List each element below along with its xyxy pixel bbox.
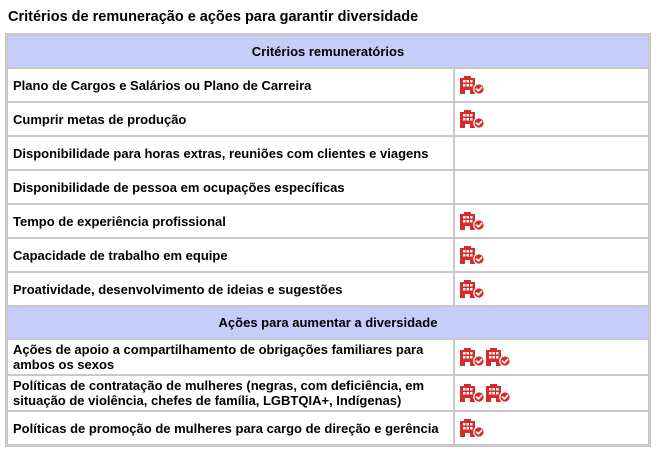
- criteria-table: [5, 33, 651, 447]
- criterion-icons: [454, 339, 649, 375]
- criterion-label: Cumprir metas de produção: [7, 102, 454, 136]
- company-check-icon: [459, 109, 485, 129]
- company-check-icon: [485, 347, 511, 367]
- criterion-icons: [454, 136, 649, 170]
- table-row: [7, 411, 649, 445]
- company-check-icon: [459, 279, 485, 299]
- table-row: [7, 68, 649, 102]
- section-heading: Ações para aumentar a diversidade: [7, 306, 649, 339]
- company-check-icon: [459, 75, 485, 95]
- company-check-icon: [459, 418, 485, 438]
- criterion-icons: [454, 204, 649, 238]
- company-check-icon: [459, 347, 485, 367]
- criterion-icons: [454, 375, 649, 411]
- criterion-label: Capacidade de trabalho em equipe: [7, 238, 454, 272]
- table-row: [7, 136, 649, 170]
- section-heading: Critérios remuneratórios: [7, 35, 649, 68]
- table-row: [7, 272, 649, 306]
- criterion-icons: [454, 68, 649, 102]
- criterion-label: Plano de Cargos e Salários ou Plano de Carreira: [7, 68, 454, 102]
- criterion-label: Disponibilidade de pessoa em ocupações específicas: [7, 170, 454, 204]
- section-header: [7, 306, 649, 339]
- criterion-label: Políticas de promoção de mulheres para cargo de direção e gerência: [7, 411, 454, 445]
- criterion-icons: [454, 411, 649, 445]
- company-check-icon: [485, 383, 511, 403]
- table-row: [7, 102, 649, 136]
- criterion-label: Proatividade, desenvolvimento de ideias e sugestões: [7, 272, 454, 306]
- criterion-icons: [454, 238, 649, 272]
- criterion-label: Ações de apoio a compartilhamento de obrigações familiares para ambos os sexos: [7, 339, 454, 375]
- criterion-label: Disponibilidade para horas extras, reuniões com clientes e viagens: [7, 136, 454, 170]
- criterion-label: Tempo de experiência profissional: [7, 204, 454, 238]
- criterion-label: Políticas de contratação de mulheres (negras, com deficiência, em situação de violência, chefes de família, LGBTQIA+, Indígenas): [7, 375, 454, 411]
- company-check-icon: [459, 245, 485, 265]
- criterion-icons: [454, 170, 649, 204]
- section-header: [7, 35, 649, 68]
- company-check-icon: [459, 383, 485, 403]
- table-row: [7, 170, 649, 204]
- table-row: [7, 204, 649, 238]
- company-check-icon: [459, 211, 485, 231]
- table-row: [7, 238, 649, 272]
- table-row: [7, 339, 649, 375]
- table-row: [7, 375, 649, 411]
- page-title: Critérios de remuneração e ações para garantir diversidade: [8, 9, 419, 25]
- criterion-icons: [454, 102, 649, 136]
- criterion-icons: [454, 272, 649, 306]
